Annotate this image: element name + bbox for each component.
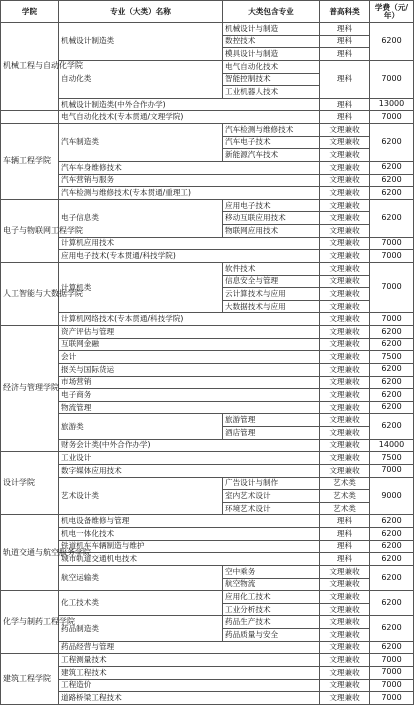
fee-cell: 6200 <box>370 199 414 237</box>
sub-major-cell: 移动互联应用技术 <box>223 212 320 225</box>
major-cell: 物流管理 <box>59 401 320 414</box>
category-cell: 文理兼收 <box>320 464 370 477</box>
sub-major-cell: 信息安全与管理 <box>223 275 320 288</box>
category-cell: 文理兼收 <box>320 161 370 174</box>
fee-cell: 7000 <box>370 250 414 263</box>
fee-cell: 7000 <box>370 111 414 124</box>
category-cell: 文理兼收 <box>320 288 370 301</box>
sub-major-cell: 药品生产技术 <box>223 616 320 629</box>
fee-cell: 9000 <box>370 477 414 515</box>
major-cell: 建筑工程技术 <box>59 666 320 679</box>
college-cell: 经济与管理学院 <box>1 326 59 452</box>
header-row <box>1 1 414 23</box>
sub-major-cell: 汽车电子技术 <box>223 136 320 149</box>
sub-major-cell: 数控技术 <box>223 35 320 48</box>
category-cell: 文理兼收 <box>320 199 370 212</box>
table-row <box>1 641 414 654</box>
fee-cell: 6200 <box>370 23 414 61</box>
category-cell: 文理兼收 <box>320 427 370 440</box>
major-cell: 汽车检测与维修技术(专本贯通/重理工) <box>59 187 320 200</box>
major-cell: 互联网金融 <box>59 338 320 351</box>
sub-major-cell: 环境艺术设计 <box>223 502 320 515</box>
table-row <box>1 464 414 477</box>
category-cell: 文理兼收 <box>320 225 370 238</box>
fee-cell: 7000 <box>370 679 414 692</box>
fee-cell: 6200 <box>370 591 414 616</box>
college-cell: 人工智能与大数据学院 <box>1 262 59 325</box>
college-cell <box>1 111 59 124</box>
fee-cell: 6200 <box>370 414 414 439</box>
major-cell: 报关与国际货运 <box>59 363 320 376</box>
table-row <box>1 313 414 326</box>
sub-major-cell: 电气自动化技术 <box>223 60 320 73</box>
table-row <box>1 237 414 250</box>
category-cell: 文理兼收 <box>320 641 370 654</box>
table-row <box>1 161 414 174</box>
college-cell: 机械工程与自动化学院 <box>1 23 59 111</box>
fee-cell: 6200 <box>370 553 414 566</box>
category-cell: 文理兼收 <box>320 616 370 629</box>
category-cell: 理科 <box>320 553 370 566</box>
fee-cell: 6200 <box>370 187 414 200</box>
category-cell: 艺术类 <box>320 477 370 490</box>
fee-cell: 7500 <box>370 452 414 465</box>
sub-major-cell: 室内艺术设计 <box>223 490 320 503</box>
table-row <box>1 565 414 578</box>
major-cell: 化工技术类 <box>59 591 223 616</box>
fee-cell: 6200 <box>370 616 414 641</box>
fee-cell: 7000 <box>370 313 414 326</box>
sub-major-cell: 应用化工技术 <box>223 591 320 604</box>
table-row <box>1 439 414 452</box>
category-cell: 文理兼收 <box>320 439 370 452</box>
sub-major-cell: 云计算技术与应用 <box>223 288 320 301</box>
fee-cell: 7000 <box>370 666 414 679</box>
category-cell: 艺术类 <box>320 502 370 515</box>
major-cell: 机械设计制造类(中外合作办学) <box>59 98 320 111</box>
sub-major-cell: 工业机器人技术 <box>223 86 320 99</box>
table-row <box>1 414 414 427</box>
fee-cell: 6200 <box>370 338 414 351</box>
table-row <box>1 679 414 692</box>
category-cell: 文理兼收 <box>320 654 370 667</box>
sub-major-cell: 药品质量与安全 <box>223 629 320 642</box>
header-major: 专业（大类）名称 <box>59 1 223 23</box>
table-row <box>1 363 414 376</box>
table-row <box>1 401 414 414</box>
fee-cell: 7000 <box>370 464 414 477</box>
college-cell: 化学与制药工程学院 <box>1 591 59 654</box>
table-row <box>1 98 414 111</box>
category-cell: 理科 <box>320 540 370 553</box>
fee-cell: 13000 <box>370 98 414 111</box>
major-cell: 计算机网络技术(专本贯通/科技学院) <box>59 313 320 326</box>
category-cell: 文理兼收 <box>320 338 370 351</box>
college-cell: 电子与物联网工程学院 <box>1 199 59 262</box>
major-cell: 工业设计 <box>59 452 320 465</box>
major-cell: 汽车制造类 <box>59 124 223 162</box>
fee-cell: 6200 <box>370 641 414 654</box>
fee-cell: 14000 <box>370 439 414 452</box>
fee-cell: 6200 <box>370 376 414 389</box>
major-cell: 计算机类 <box>59 262 223 313</box>
sub-major-cell: 软件技术 <box>223 262 320 275</box>
category-cell: 文理兼收 <box>320 351 370 364</box>
major-cell: 会计 <box>59 351 320 364</box>
sub-major-cell: 新能源汽车技术 <box>223 149 320 162</box>
major-cell: 药品经营与管理 <box>59 641 320 654</box>
category-cell: 文理兼收 <box>320 401 370 414</box>
major-cell: 机电一体化技术 <box>59 528 320 541</box>
category-cell: 文理兼收 <box>320 414 370 427</box>
sub-major-cell: 旅游管理 <box>223 414 320 427</box>
table-row <box>1 199 414 212</box>
table-row <box>1 174 414 187</box>
category-cell: 文理兼收 <box>320 136 370 149</box>
table-row <box>1 553 414 566</box>
table-row <box>1 515 414 528</box>
table-row <box>1 452 414 465</box>
major-cell: 机械设计制造类 <box>59 23 223 61</box>
fee-cell: 7000 <box>370 60 414 98</box>
table-row <box>1 666 414 679</box>
category-cell: 文理兼收 <box>320 565 370 578</box>
college-cell: 设计学院 <box>1 452 59 515</box>
category-cell: 文理兼收 <box>320 629 370 642</box>
category-cell: 理科 <box>320 60 370 98</box>
table-row <box>1 250 414 263</box>
major-cell: 市场营销 <box>59 376 320 389</box>
major-cell: 药品制造类 <box>59 616 223 641</box>
major-cell: 财务会计类(中外合作办学) <box>59 439 320 452</box>
sub-major-cell: 工业分析技术 <box>223 603 320 616</box>
table-row <box>1 326 414 339</box>
major-cell: 汽车营销与服务 <box>59 174 320 187</box>
major-cell: 应用电子技术(专本贯通/科技学院) <box>59 250 320 263</box>
sub-major-cell: 酒店管理 <box>223 427 320 440</box>
category-cell: 文理兼收 <box>320 187 370 200</box>
category-cell: 文理兼收 <box>320 250 370 263</box>
fee-cell: 6200 <box>370 389 414 402</box>
college-cell: 建筑工程学院 <box>1 654 59 705</box>
header-sub-majors: 大类包含专业 <box>223 1 320 23</box>
table-row <box>1 262 414 275</box>
category-cell: 文理兼收 <box>320 149 370 162</box>
category-cell: 理科 <box>320 48 370 61</box>
sub-major-cell: 应用电子技术 <box>223 199 320 212</box>
fee-cell: 6200 <box>370 161 414 174</box>
sub-major-cell: 模具设计与制造 <box>223 48 320 61</box>
sub-major-cell: 物联网应用技术 <box>223 225 320 238</box>
category-cell: 理科 <box>320 98 370 111</box>
category-cell: 文理兼收 <box>320 376 370 389</box>
major-cell: 铁道机车车辆制造与维护 <box>59 540 320 553</box>
major-cell: 工程测量技术 <box>59 654 320 667</box>
category-cell: 文理兼收 <box>320 124 370 137</box>
sub-major-cell: 广告设计与制作 <box>223 477 320 490</box>
major-cell: 工程造价 <box>59 679 320 692</box>
fee-cell: 7000 <box>370 692 414 705</box>
table-body <box>1 23 414 705</box>
fee-cell: 6200 <box>370 363 414 376</box>
category-cell: 艺术类 <box>320 490 370 503</box>
major-cell: 城市轨道交通机电技术 <box>59 553 320 566</box>
category-cell: 文理兼收 <box>320 666 370 679</box>
category-cell: 文理兼收 <box>320 300 370 313</box>
table-row <box>1 389 414 402</box>
table-row <box>1 654 414 667</box>
category-cell: 文理兼收 <box>320 174 370 187</box>
category-cell: 文理兼收 <box>320 313 370 326</box>
major-cell: 电气自动化技术(专本贯通/文理学院) <box>59 111 320 124</box>
header-category: 普高科类 <box>320 1 370 23</box>
header-college: 学院 <box>1 1 59 23</box>
sub-major-cell: 航空物流 <box>223 578 320 591</box>
major-cell: 自动化类 <box>59 60 223 98</box>
major-cell: 汽车车身维修技术 <box>59 161 320 174</box>
major-cell: 计算机应用技术 <box>59 237 320 250</box>
college-cell: 轨道交通与航空服务学院 <box>1 515 59 591</box>
fee-cell: 6200 <box>370 326 414 339</box>
table-row <box>1 111 414 124</box>
fee-cell: 7000 <box>370 237 414 250</box>
fee-cell: 7500 <box>370 351 414 364</box>
sub-major-cell: 空中乘务 <box>223 565 320 578</box>
table-row <box>1 124 414 137</box>
category-cell: 文理兼收 <box>320 363 370 376</box>
fee-cell: 6200 <box>370 401 414 414</box>
major-cell: 道路桥梁工程技术 <box>59 692 320 705</box>
table-row <box>1 187 414 200</box>
category-cell: 文理兼收 <box>320 578 370 591</box>
table-row <box>1 23 414 36</box>
major-cell: 机电设备维修与管理 <box>59 515 320 528</box>
table-row <box>1 528 414 541</box>
category-cell: 理科 <box>320 515 370 528</box>
category-cell: 文理兼收 <box>320 591 370 604</box>
major-cell: 数字媒体应用技术 <box>59 464 320 477</box>
category-cell: 理科 <box>320 23 370 36</box>
category-cell: 文理兼收 <box>320 679 370 692</box>
category-cell: 文理兼收 <box>320 452 370 465</box>
table-row <box>1 692 414 705</box>
major-cell: 艺术设计类 <box>59 477 223 515</box>
college-cell: 车辆工程学院 <box>1 124 59 200</box>
fee-cell: 6200 <box>370 540 414 553</box>
major-cell: 旅游类 <box>59 414 223 439</box>
category-cell: 理科 <box>320 111 370 124</box>
category-cell: 文理兼收 <box>320 237 370 250</box>
fee-cell: 6200 <box>370 515 414 528</box>
sub-major-cell: 机械设计与制造 <box>223 23 320 36</box>
header-fee: 学费（元/年） <box>370 1 414 23</box>
major-cell: 资产评估与管理 <box>59 326 320 339</box>
table-row <box>1 351 414 364</box>
category-cell: 理科 <box>320 35 370 48</box>
major-cell: 电子信息类 <box>59 199 223 237</box>
category-cell: 理科 <box>320 528 370 541</box>
sub-major-cell: 大数据技术与应用 <box>223 300 320 313</box>
table-row <box>1 591 414 604</box>
fee-cell: 6200 <box>370 174 414 187</box>
major-cell: 航空运输类 <box>59 565 223 590</box>
table-row <box>1 338 414 351</box>
category-cell: 文理兼收 <box>320 262 370 275</box>
fee-cell: 6200 <box>370 565 414 590</box>
category-cell: 文理兼收 <box>320 692 370 705</box>
category-cell: 文理兼收 <box>320 603 370 616</box>
sub-major-cell: 汽车检测与维修技术 <box>223 124 320 137</box>
fee-cell: 6200 <box>370 528 414 541</box>
sub-major-cell: 智能控制技术 <box>223 73 320 86</box>
fee-cell: 7000 <box>370 262 414 313</box>
table-row <box>1 477 414 490</box>
table-row <box>1 376 414 389</box>
fee-cell: 6200 <box>370 124 414 162</box>
fee-cell: 7000 <box>370 654 414 667</box>
category-cell: 文理兼收 <box>320 212 370 225</box>
category-cell: 文理兼收 <box>320 389 370 402</box>
category-cell: 文理兼收 <box>320 326 370 339</box>
category-cell: 文理兼收 <box>320 275 370 288</box>
major-cell: 电子商务 <box>59 389 320 402</box>
